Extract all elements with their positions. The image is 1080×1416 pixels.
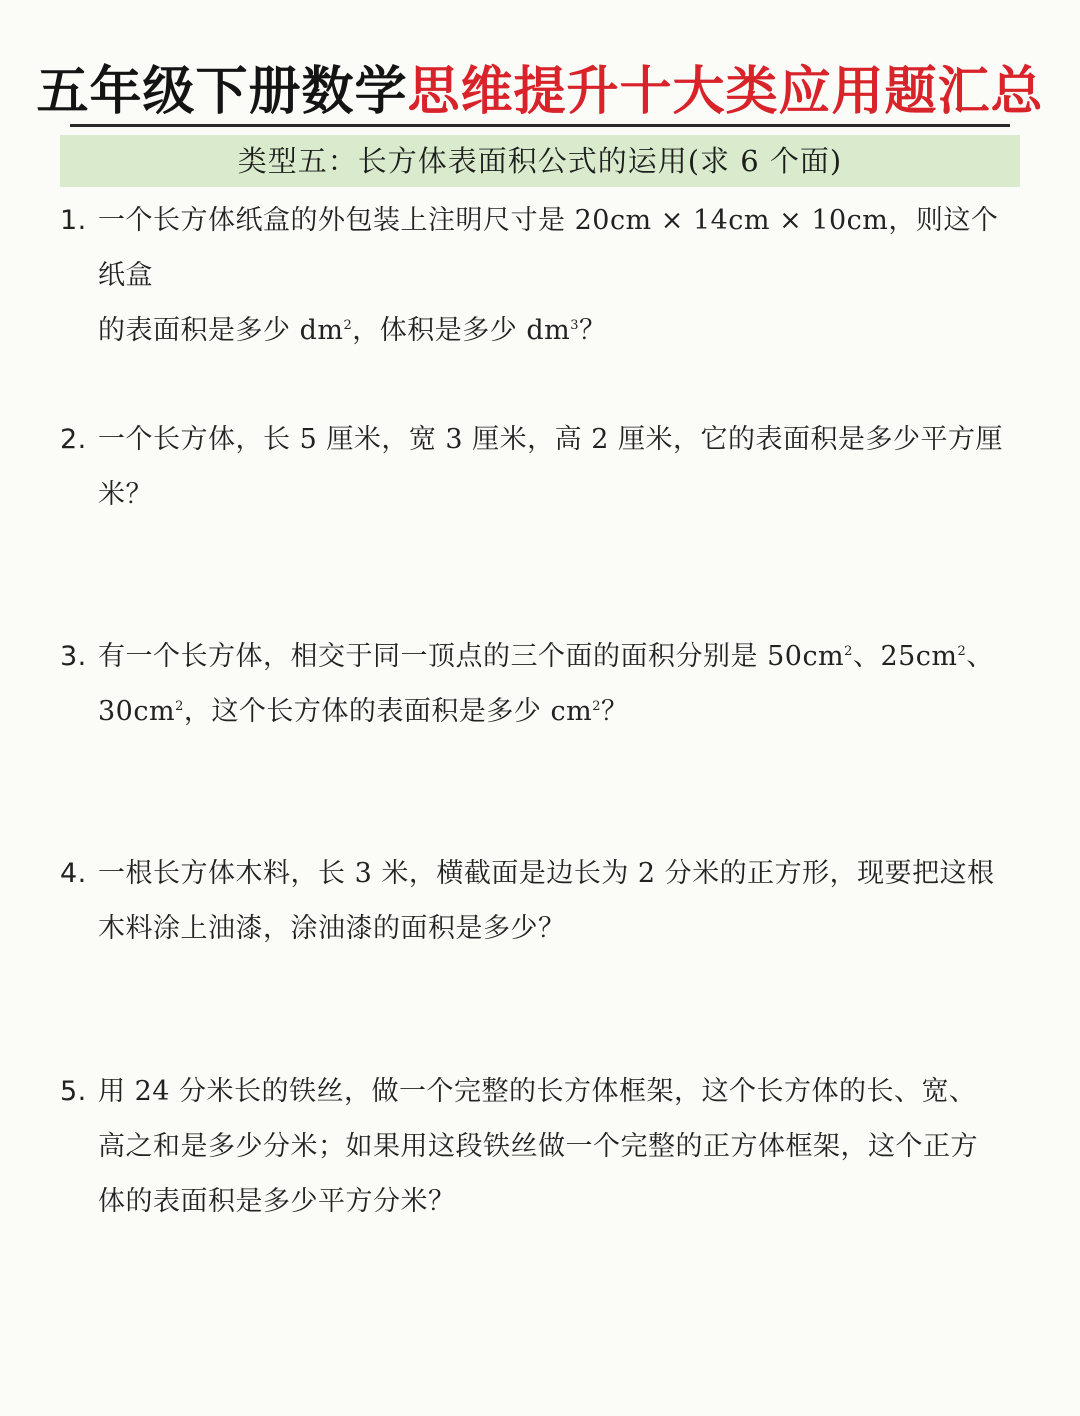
question-line: 木料涂上油漆，涂油漆的面积是多少？ [98, 913, 566, 944]
superscript: 2 [343, 318, 353, 333]
text-run: 有一个长方体，相交于同一顶点的三个面的面积分别是 50cm [98, 641, 845, 672]
question-number: 3. [60, 641, 87, 672]
text-run: 30cm [98, 696, 176, 727]
question-4 [60, 846, 1020, 956]
question-text [98, 1064, 1020, 1229]
section-heading: 类型五：长方体表面积公式的运用(求 6 个面) [237, 144, 843, 178]
superscript: 2 [957, 644, 967, 659]
question-line: 一个长方体纸盒的外包装上注明尺寸是 20cm × 14cm × 10cm，则这个纸盒 [98, 205, 999, 291]
title-underline [70, 124, 1010, 127]
question-line: 高之和是多少分米；如果用这段铁丝做一个完整的正方体框架，这个正方 [98, 1131, 978, 1162]
question-5 [60, 1064, 1020, 1229]
superscript: 2 [592, 699, 601, 714]
text-run: 的表面积是多少 dm [98, 315, 344, 346]
title-red-part: 思维提升十大类应用题汇总 [407, 62, 1044, 122]
question-3 [60, 629, 1020, 739]
question-2 [60, 412, 1020, 522]
superscript: 2 [844, 644, 853, 659]
question-line [98, 303, 1020, 358]
text-run: ？ [600, 696, 629, 727]
question-line: 用 24 分米长的铁丝，做一个完整的长方体框架，这个长方体的长、宽、 [98, 1076, 977, 1107]
question-number: 4. [60, 858, 87, 889]
text-run: 、25cm [852, 641, 958, 672]
question-text [98, 193, 1020, 358]
question-line: 体的表面积是多少平方分米？ [98, 1186, 456, 1217]
question-line: 米？ [98, 479, 153, 510]
question-1 [60, 193, 1020, 358]
question-number: 1. [60, 205, 87, 236]
page-title [0, 62, 1080, 122]
text-run: 、 [966, 641, 994, 672]
superscript: 3 [570, 318, 579, 333]
question-line: 一根长方体木料，长 3 米，横截面是边长为 2 分米的正方形，现要把这根 [98, 858, 995, 889]
question-text [98, 629, 1020, 739]
text-run: ？ [579, 315, 607, 346]
question-line [98, 629, 1020, 684]
question-line: 一个长方体，长 5 厘米，宽 3 厘米，高 2 厘米，它的表面积是多少平方厘 [98, 424, 1004, 455]
question-number: 5. [60, 1076, 87, 1107]
question-text [98, 846, 1020, 956]
question-number: 2. [60, 424, 87, 455]
question-line [98, 684, 1020, 739]
question-text [98, 412, 1020, 522]
text-run: ，体积是多少 dm [352, 315, 571, 346]
superscript: 2 [175, 699, 184, 714]
text-run: ，这个长方体的表面积是多少 cm [183, 696, 593, 727]
title-black-part: 五年级下册数学 [36, 62, 408, 122]
